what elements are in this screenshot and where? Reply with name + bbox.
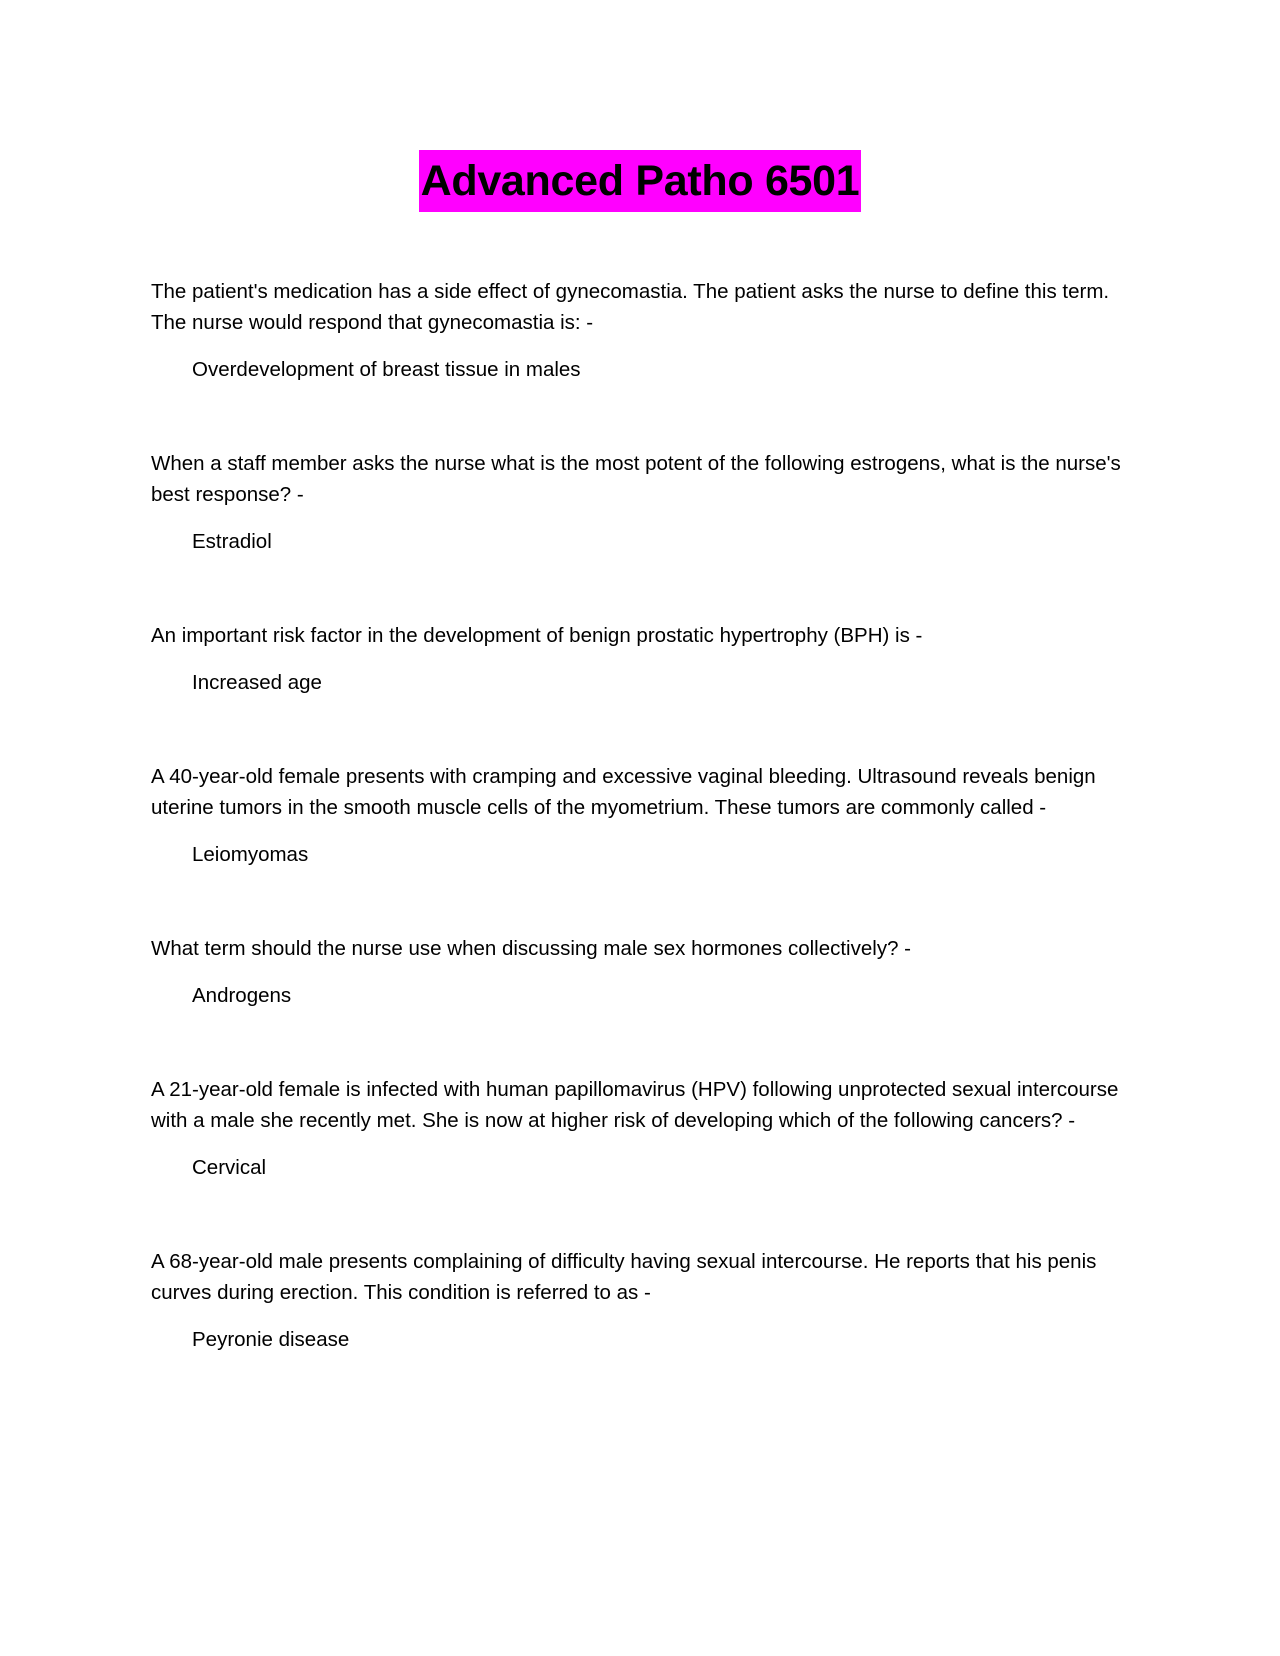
answer-text: Estradiol (192, 530, 272, 553)
qa-item (151, 620, 1136, 698)
answer-text: Peyronie disease (192, 1328, 350, 1351)
title-container (0, 150, 1280, 212)
answer-text: Androgens (192, 984, 292, 1007)
qa-list (151, 276, 1136, 1355)
qa-item (151, 761, 1136, 870)
question-text: A 40-year-old female presents with cramping and excessive vaginal bleeding. Ultrasound reveals benign uterine tumors in the smooth muscle cells of the myometrium. These tumors are commonly called - (151, 765, 1096, 819)
answer-text: Cervical (192, 1156, 267, 1179)
question-text: A 21-year-old female is infected with human papillomavirus (HPV) following unprotected sexual intercourse with a male she recently met. She is now at higher risk of developing which of the following cancers? - (151, 1078, 1119, 1132)
qa-item (151, 276, 1136, 385)
question-text: When a staff member asks the nurse what is the most potent of the following estrogens, what is the nurse's best response? - (151, 452, 1121, 506)
question-text: What term should the nurse use when discussing male sex hormones collectively? - (151, 937, 911, 960)
answer-text: Leiomyomas (192, 843, 309, 866)
qa-item (151, 1246, 1136, 1355)
document-title: Advanced Patho 6501 (419, 150, 862, 212)
question-text: A 68-year-old male presents complaining of difficulty having sexual intercourse. He reports that his penis curves during erection. This condition is referred to as - (151, 1250, 1097, 1304)
qa-item (151, 1074, 1136, 1183)
answer-text: Overdevelopment of breast tissue in males (192, 358, 581, 381)
answer-text: Increased age (192, 671, 322, 694)
question-text: An important risk factor in the development of benign prostatic hypertrophy (BPH) is - (151, 624, 923, 647)
qa-item (151, 448, 1136, 557)
question-text: The patient's medication has a side effect of gynecomastia. The patient asks the nurse to define this term. The nurse would respond that gynecomastia is: - (151, 280, 1110, 334)
qa-item (151, 933, 1136, 1011)
